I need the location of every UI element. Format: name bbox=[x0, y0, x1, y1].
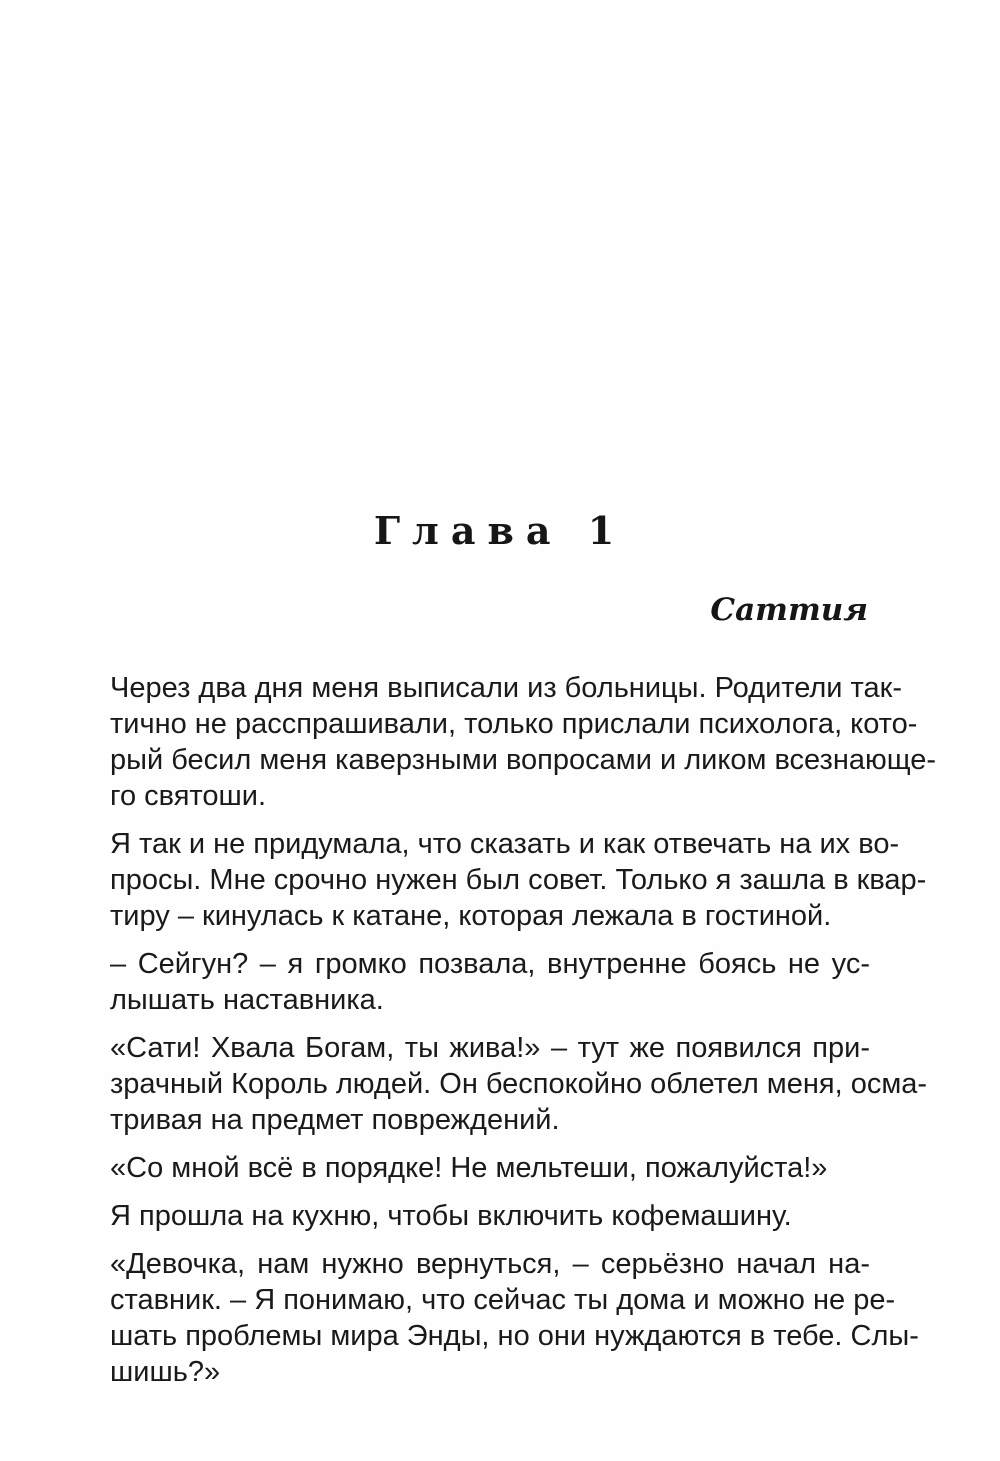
text-line: рый бесил меня каверзными вопросами и ликом всезнающе- bbox=[110, 744, 937, 776]
text-line: го святоши. bbox=[110, 780, 267, 812]
text-line: ставник. – Я понимаю, что сейчас ты дома и можно не ре- bbox=[110, 1284, 896, 1316]
text-line: шишь?» bbox=[110, 1356, 221, 1388]
text-line: Через два дня меня выписали из больницы. Родители так- bbox=[110, 672, 902, 704]
text-line: Я так и не придумала, что сказать и как отвечать на их во- bbox=[110, 828, 900, 860]
text-line: тично не расспрашивали, только прислали психолога, кото- bbox=[110, 708, 918, 740]
text-line: – Сейгун? – я громко позвала, внутренне боясь не ус- bbox=[110, 948, 870, 980]
text-line: просы. Мне срочно нужен был совет. Только я зашла в квар- bbox=[110, 864, 927, 896]
chapter-body bbox=[110, 670, 937, 1390]
text-line: «Сати! Хвала Богам, ты жива!» – тут же появился при- bbox=[110, 1032, 870, 1064]
text-line: лышать наставника. bbox=[110, 984, 384, 1016]
text-line: шать проблемы мира Энды, но они нуждаются в тебе. Слы- bbox=[110, 1320, 919, 1352]
text-line: Я прошла на кухню, чтобы включить кофемашину. bbox=[110, 1200, 792, 1232]
text-line: зрачный Король людей. Он беспокойно облетел меня, осма- bbox=[110, 1068, 928, 1100]
text-line: тривая на предмет повреждений. bbox=[110, 1104, 560, 1136]
chapter-subtitle: Саттия bbox=[710, 592, 868, 628]
text-line: «Со мной всё в порядке! Не мельтеши, пожалуйста!» bbox=[110, 1152, 828, 1184]
chapter-title: Глава 1 bbox=[373, 508, 627, 553]
text-line: «Девочка, нам нужно вернуться, – серьёзно начал на- bbox=[110, 1248, 870, 1280]
text-line: тиру – кинулась к катане, которая лежала в гостиной. bbox=[110, 900, 832, 932]
